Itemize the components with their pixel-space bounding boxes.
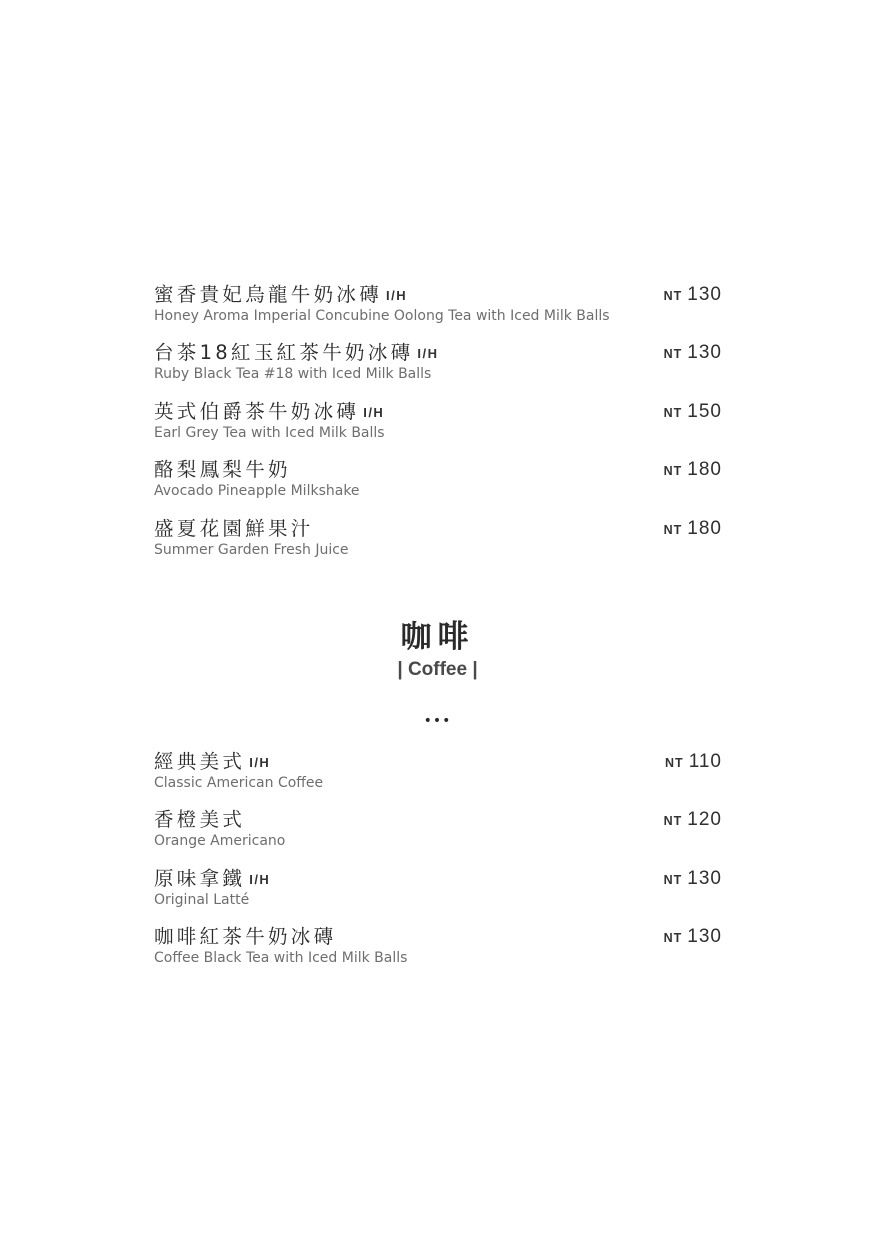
menu-item — [154, 398, 722, 456]
item-price — [664, 869, 722, 890]
currency-label: NT — [663, 464, 683, 479]
drinks-menu-section — [154, 281, 722, 573]
currency-label: NT — [663, 347, 683, 362]
currency-label: NT — [663, 931, 683, 946]
item-price — [664, 460, 722, 481]
item-name-zh: 經典美式 — [154, 750, 246, 773]
currency-label: NT — [663, 405, 683, 420]
item-name-zh: 酪梨鳳梨牛奶 — [154, 458, 291, 482]
price-amount: 130 — [687, 867, 722, 889]
price-amount: 150 — [687, 400, 722, 422]
hot-iced-tag: I/H — [386, 288, 408, 303]
item-name-zh: 盛夏花園鮮果汁 — [154, 516, 314, 540]
item-name-en: Ruby Black Tea #18 with Iced Milk Balls — [154, 366, 432, 383]
item-name-zh: 咖啡紅茶牛奶冰磚 — [154, 925, 337, 949]
item-name-en: Orange Americano — [154, 833, 286, 850]
price-amount: 130 — [687, 926, 722, 948]
item-name-en: Coffee Black Tea with Iced Milk Balls — [154, 950, 408, 967]
currency-label: NT — [663, 872, 683, 887]
price-amount: 130 — [687, 342, 722, 364]
coffee-section-subtitle: | Coffee | — [397, 659, 478, 680]
currency-label: NT — [663, 814, 683, 829]
hot-iced-tag: I/H — [363, 404, 385, 420]
item-name-en: Original Latté — [154, 891, 250, 908]
item-price — [664, 343, 722, 364]
item-price — [664, 810, 722, 831]
item-name-zh: 香橙美式 — [154, 808, 246, 832]
coffee-menu-section — [154, 748, 722, 982]
price-amount: 130 — [687, 284, 722, 305]
menu-item — [154, 515, 722, 573]
item-name-zh: 台茶18紅玉紅茶牛奶冰磚 — [154, 341, 414, 365]
section-divider-dots: ••• — [423, 713, 452, 729]
menu-item — [154, 339, 722, 397]
hot-iced-tag: I/H — [417, 346, 439, 362]
item-name-en: Earl Grey Tea with Iced Milk Balls — [154, 424, 385, 441]
item-price — [664, 285, 722, 306]
item-name-en: Honey Aroma Imperial Concubine Oolong Tea with Iced Milk Balls — [154, 308, 610, 324]
currency-label: NT — [665, 756, 684, 770]
item-name-en: Summer Garden Fresh Juice — [154, 541, 349, 558]
menu-item — [154, 281, 722, 339]
coffee-section-title: 咖啡 — [400, 619, 475, 655]
item-name-en: Avocado Pineapple Milkshake — [154, 483, 360, 500]
item-name-en: Classic American Coffee — [154, 775, 324, 791]
item-name-zh: 英式伯爵茶牛奶冰磚 — [154, 399, 360, 423]
price-amount: 120 — [687, 809, 722, 831]
item-name-zh: 原味拿鐵 — [154, 866, 246, 890]
price-amount: 180 — [687, 517, 722, 539]
menu-item — [154, 456, 722, 514]
currency-label: NT — [663, 289, 683, 303]
price-amount: 110 — [688, 751, 722, 772]
price-amount: 180 — [687, 459, 722, 481]
menu-item — [154, 923, 722, 981]
item-name-zh: 蜜香貴妃烏龍牛奶冰磚 — [154, 283, 383, 306]
menu-item — [154, 865, 722, 923]
item-price — [664, 927, 722, 948]
item-price — [664, 402, 722, 423]
menu-item — [154, 806, 722, 864]
item-price — [664, 519, 722, 540]
hot-iced-tag: I/H — [249, 755, 271, 770]
hot-iced-tag: I/H — [249, 871, 271, 887]
currency-label: NT — [663, 522, 683, 537]
menu-item — [154, 748, 722, 806]
item-price — [665, 752, 722, 773]
